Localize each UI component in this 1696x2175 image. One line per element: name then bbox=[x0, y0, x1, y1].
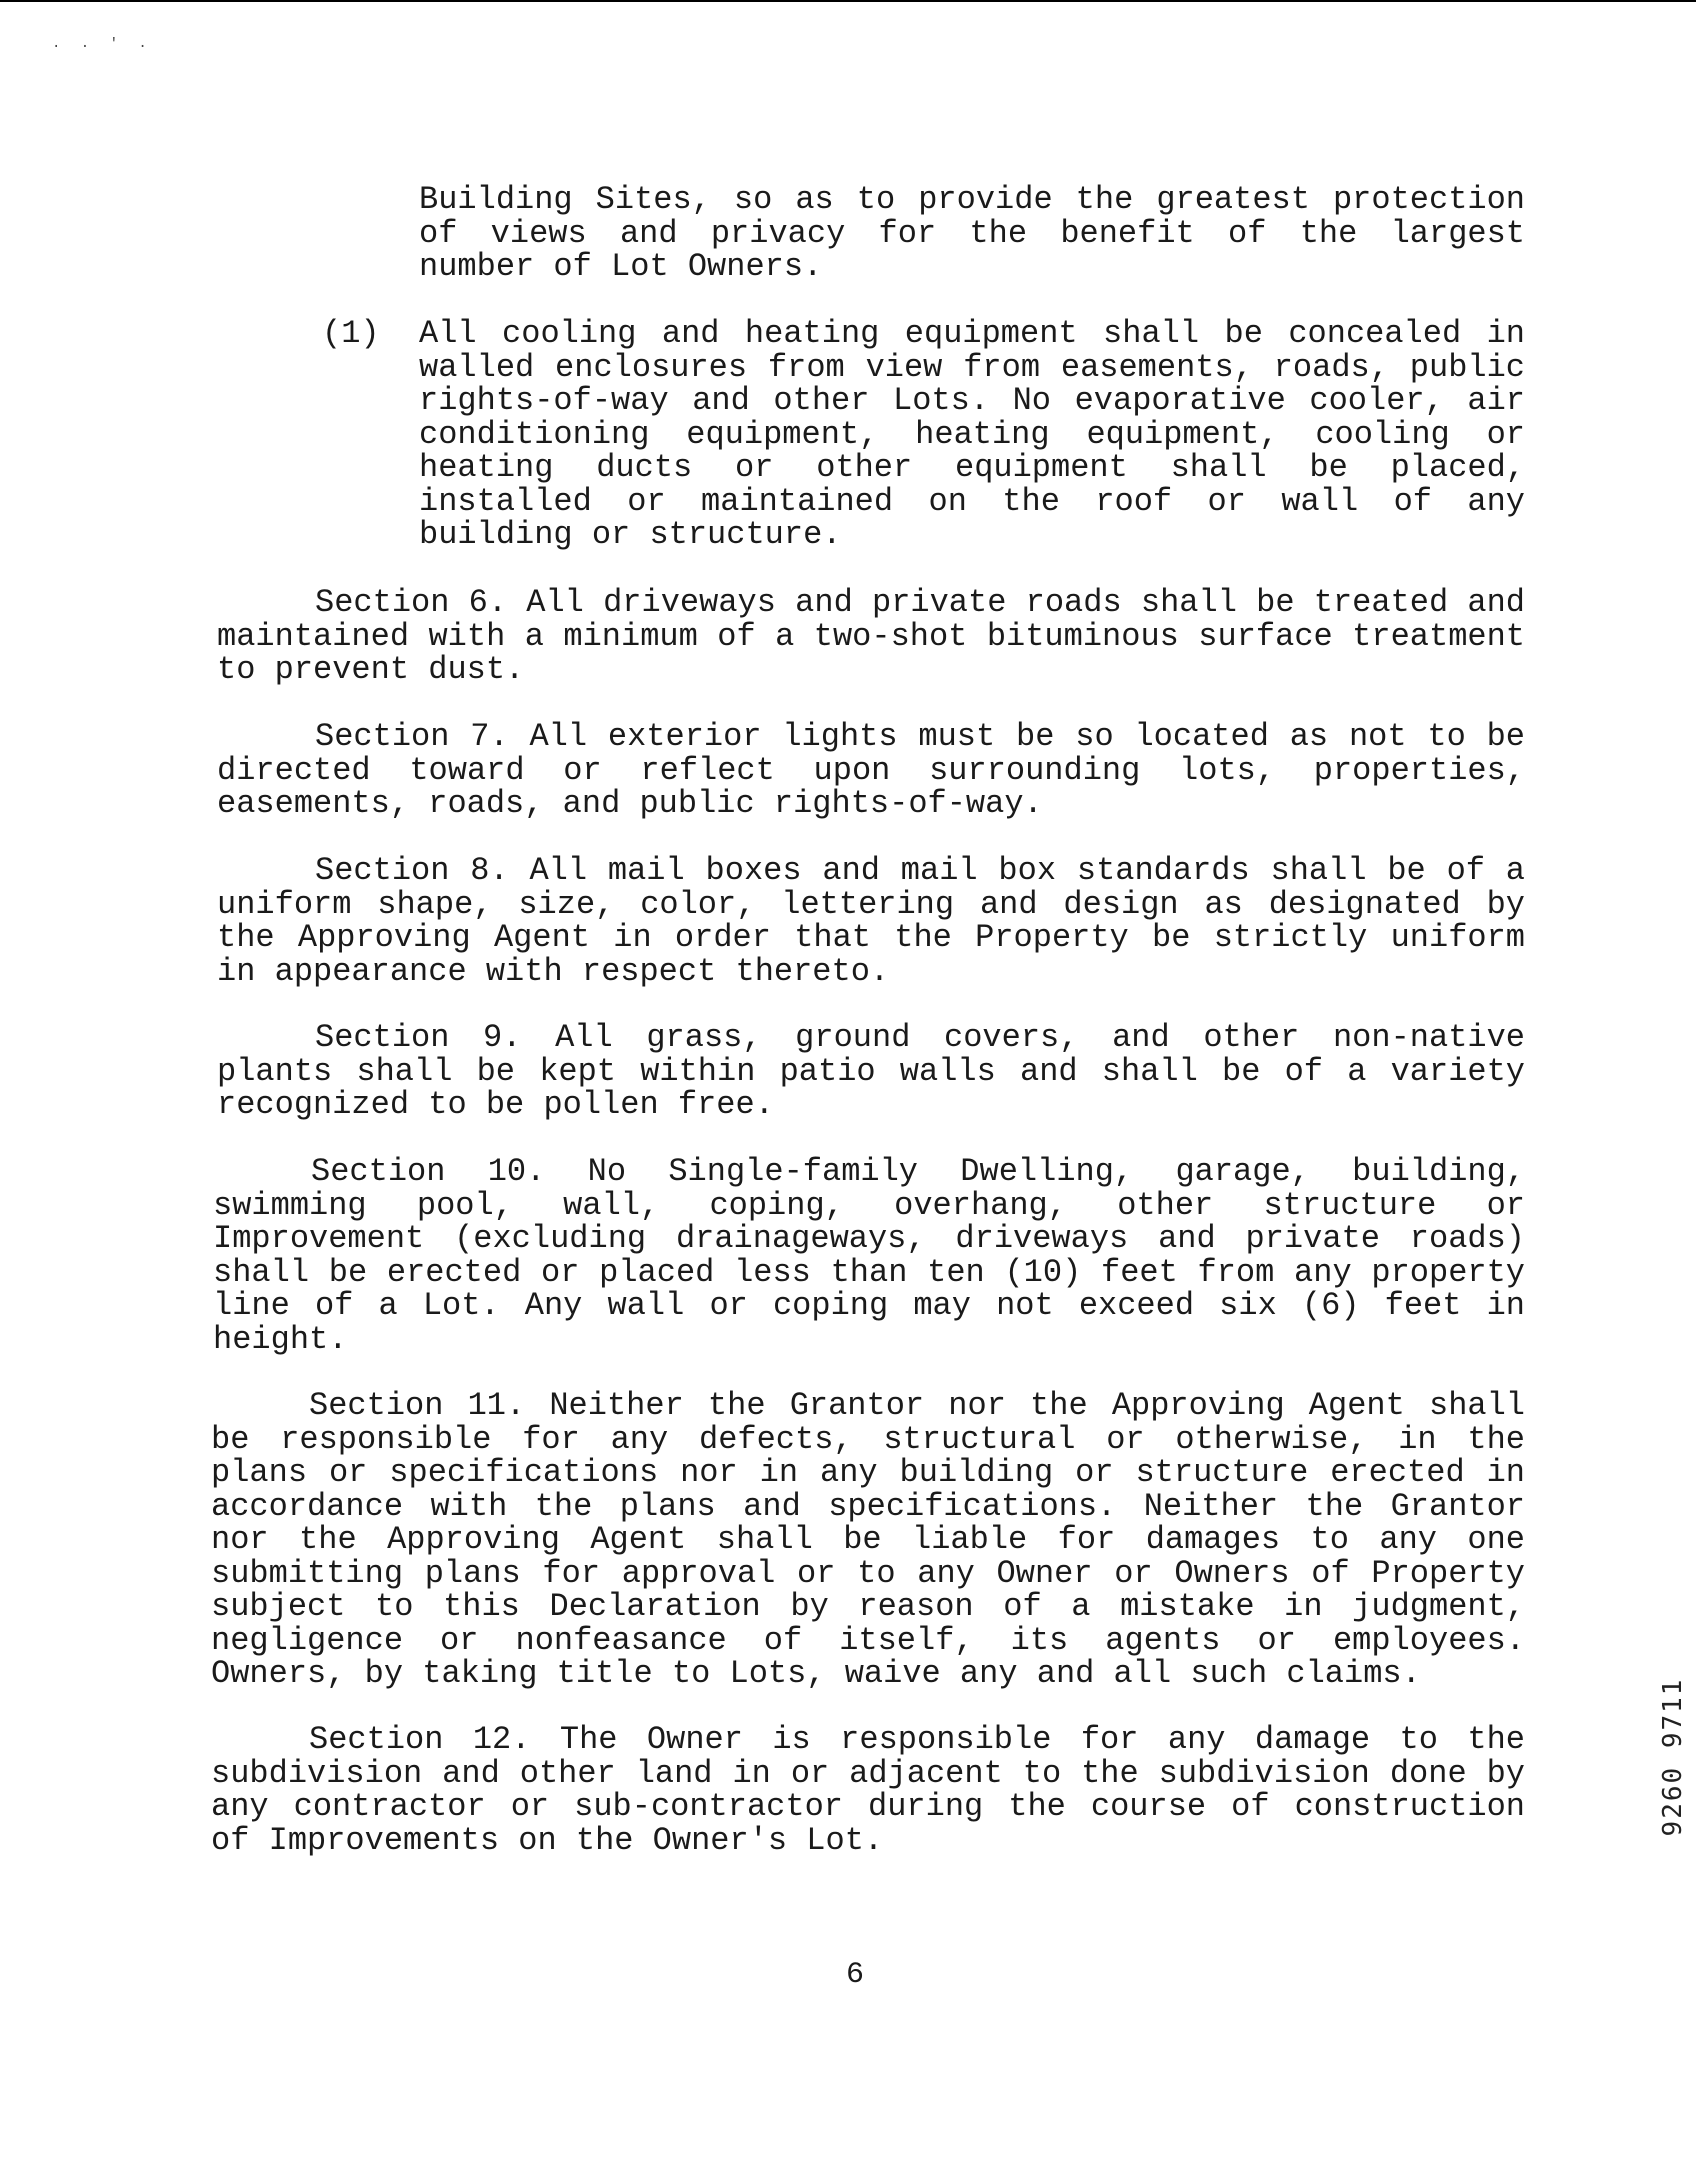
section-10-paragraph: Section 10. No Single-family Dwelling, garage, building, swimming pool, wall, coping, overhang, other structure or Improvement (excluding drainageways, driveways and private roads) shall be erected or placed less than ten (10) feet from any property line of a Lot. Any wall or coping may not exceed six (6) feet in height. bbox=[213, 1153, 1525, 1358]
margin-stamp-text: 9260 9711 bbox=[1658, 1677, 1688, 1837]
section-11-paragraph: Section 11. Neither the Grantor nor the Approving Agent shall be responsible for any defects, structural or otherwise, in the plans or specifications nor in any building or structure erected in accordance with the plans and specifications. Neither the Grantor nor the Approving Agent shall be liable for damages to any one submitting plans for approval or to any Owner or Owners of Property subject to this Declaration by reason of a mistake in judgment, negligence or nonfeasance of itself, its agents or employees. Owners, by taking title to Lots, waive any and all such claims. bbox=[211, 1387, 1525, 1692]
section-8-paragraph: Section 8. All mail boxes and mail box standards shall be of a uniform shape, size, color, lettering and design as designated by the Approving Agent in order that the Property be strictly uniform in appearance with respect thereto. bbox=[217, 852, 1525, 990]
margin-stamp bbox=[1658, 1592, 1688, 1922]
item-1-paragraph: All cooling and heating equipment shall be concealed in walled enclosures from view from easements, roads, public rights-of-way and other Lots. No evaporative cooler, air conditioning equipment, heating equipment, cooling or heating ducts or other equipment shall be placed, installed or maintained on the roof or wall of any building or structure. bbox=[419, 315, 1525, 553]
section-7-paragraph: Section 7. All exterior lights must be so located as not to be directed toward or reflect upon surrounding lots, properties, easements, roads, and public rights-of-way. bbox=[217, 718, 1525, 822]
section-9-paragraph: Section 9. All grass, ground covers, and other non-native plants shall be kept within patio walls and shall be of a variety recognized to be pollen free. bbox=[217, 1019, 1525, 1123]
page-number: 6 bbox=[846, 1958, 865, 1992]
section-6-paragraph: Section 6. All driveways and private roads shall be treated and maintained with a minimum of a two-shot bituminous surface treatment to prevent dust. bbox=[217, 584, 1525, 688]
section-12-paragraph: Section 12. The Owner is responsible for any damage to the subdivision and other land in or adjacent to the subdivision done by any contractor or sub-contractor during the course of construction of Improvements on the Owner's Lot. bbox=[211, 1721, 1525, 1859]
scan-specks: . . ' . bbox=[52, 36, 153, 52]
continuation-paragraph: Building Sites, so as to provide the greatest protection of views and privacy for the benefit of the largest number of Lot Owners. bbox=[419, 181, 1525, 285]
item-marker: (1) bbox=[322, 315, 380, 352]
scan-top-edge bbox=[0, 0, 1696, 2]
